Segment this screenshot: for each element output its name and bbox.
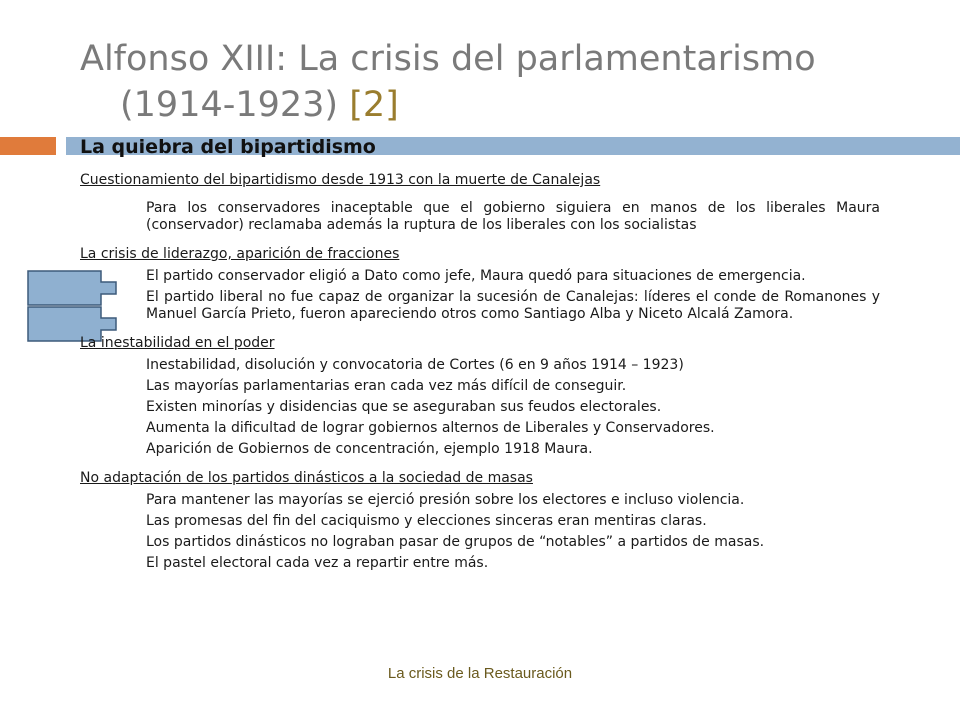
list-item: Aumenta la dificultad de lograr gobiernos alternos de Liberales y Conservadores. [146, 420, 715, 436]
slide-title [80, 36, 940, 128]
list-item: El partido liberal no fue capaz de organizar la sucesión de Canalejas: líderes el conde de Romanones y Manuel García Prieto, fueron apareciendo otros como Santiago Alba y Niceto Alcalá Zamora. [146, 289, 880, 322]
accent-bar [0, 137, 56, 155]
section-title: La quiebra del bipartidismo [80, 136, 376, 158]
section-heading-2: La crisis de liderazgo, aparición de fracciones [80, 246, 400, 262]
section-heading-4: No adaptación de los partidos dinásticos a la sociedad de masas [80, 470, 533, 486]
list-item: El pastel electoral cada vez a repartir entre más. [146, 555, 489, 571]
list-item: Para mantener las mayorías se ejerció presión sobre los electores e incluso violencia. [146, 492, 745, 508]
list-item: Existen minorías y disidencias que se aseguraban sus feudos electorales. [146, 399, 662, 415]
list-item: El partido conservador eligió a Dato como jefe, Maura quedó para situaciones de emergencia. [146, 268, 806, 284]
title-part-number: [2] [349, 85, 399, 125]
list-item: Las mayorías parlamentarias eran cada vez más difícil de conseguir. [146, 378, 627, 394]
title-line-1: Alfonso XIII: La crisis del parlamentarismo [80, 39, 816, 79]
title-line-2-text: (1914-1923) [120, 85, 350, 125]
list-item: Aparición de Gobiernos de concentración, ejemplo 1918 Maura. [146, 441, 593, 457]
list-item: Los partidos dinásticos no lograban pasar de grupos de “notables” a partidos de masas. [146, 534, 765, 550]
list-item: Para los conservadores inaceptable que el gobierno siguiera en manos de los liberales Maura (conservador) reclamaba además la ruptura de los liberales con los socialistas [146, 200, 880, 233]
list-item: Las promesas del fin del caciquismo y elecciones sinceras eran mentiras claras. [146, 513, 707, 529]
section-heading-3: La inestabilidad en el poder [80, 335, 275, 351]
section-heading-1: Cuestionamiento del bipartidismo desde 1913 con la muerte de Canalejas [80, 172, 601, 188]
title-line-2 [80, 82, 940, 128]
footer-text: La crisis de la Restauración [387, 665, 573, 682]
slide-content [80, 170, 880, 576]
list-item: Inestabilidad, disolución y convocatoria de Cortes (6 en 9 años 1914 – 1923) [146, 357, 684, 373]
